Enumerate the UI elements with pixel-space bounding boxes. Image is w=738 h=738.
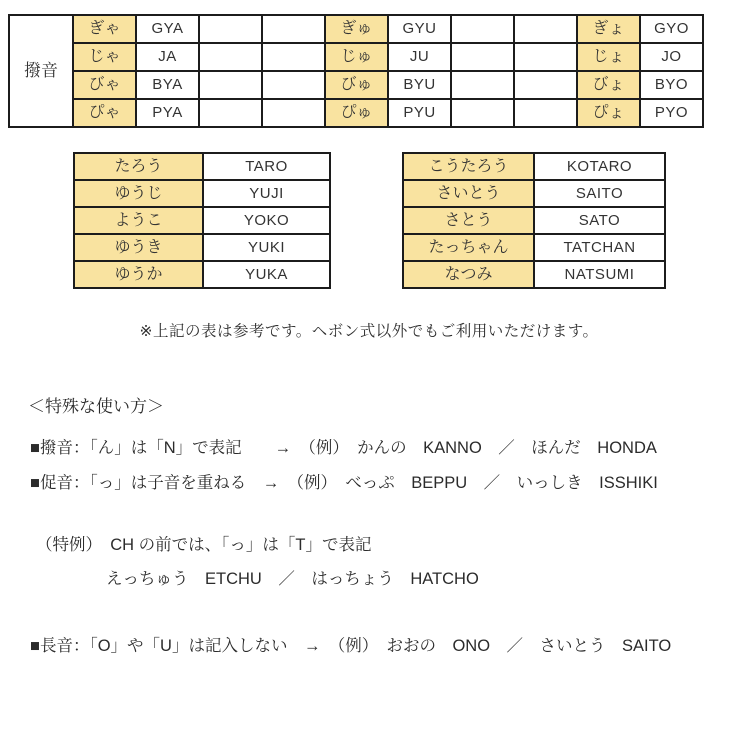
table-row	[74, 207, 330, 234]
empty-cell	[451, 71, 514, 99]
empty-cell	[199, 99, 262, 127]
kana-cell: ぴょ	[577, 99, 640, 127]
kana-cell: びゃ	[73, 71, 136, 99]
romaji-cell: TATCHAN	[534, 234, 665, 261]
empty-cell	[514, 43, 577, 71]
table-row	[9, 43, 703, 71]
romaji-cell: PYA	[136, 99, 199, 127]
kana-cell: じょ	[577, 43, 640, 71]
kana-cell: ぴゃ	[73, 99, 136, 127]
table-row	[74, 234, 330, 261]
romaji-cell: YOKO	[203, 207, 330, 234]
kana-cell: さいとう	[403, 180, 534, 207]
romaji-cell: SAITO	[534, 180, 665, 207]
romaji-cell: BYA	[136, 71, 199, 99]
romaji-cell: GYA	[136, 15, 199, 43]
romaji-cell: YUKI	[203, 234, 330, 261]
romaji-cell: SATO	[534, 207, 665, 234]
table-row	[9, 71, 703, 99]
rule-special-example: えっちゅう ETCHU ／ はっちょう HATCHO	[106, 570, 479, 588]
empty-cell	[514, 71, 577, 99]
romaji-cell: NATSUMI	[534, 261, 665, 288]
empty-cell	[199, 43, 262, 71]
table-row	[9, 99, 703, 127]
kana-cell: ゆうじ	[74, 180, 203, 207]
row-group-label: 撥音	[9, 15, 73, 127]
romaji-cell: BYU	[388, 71, 451, 99]
empty-cell	[514, 99, 577, 127]
rule-sokuon: ■促音：「っ」は子音を重ねる → （例） べっぷ BEPPU ／ いっしき ISSHIKI	[30, 474, 658, 492]
kana-cell: じゅ	[325, 43, 388, 71]
empty-cell	[199, 15, 262, 43]
table-row	[74, 180, 330, 207]
rule-special-case: （特例） CH の前では、「っ」は「T」で表記	[36, 536, 372, 554]
rule-choon: ■長音：「O」や「U」は記入しない → （例） おおの ONO ／ さいとう SAITO	[30, 637, 672, 655]
romaji-cell: KOTARO	[534, 153, 665, 180]
kana-cell: ゆうき	[74, 234, 203, 261]
table-row	[403, 207, 665, 234]
empty-cell	[262, 99, 325, 127]
romaji-cell: BYO	[640, 71, 703, 99]
romaji-cell: GYO	[640, 15, 703, 43]
romaji-cell: JA	[136, 43, 199, 71]
romaji-cell: JO	[640, 43, 703, 71]
kana-cell: びゅ	[325, 71, 388, 99]
table-row	[403, 234, 665, 261]
table-row	[403, 180, 665, 207]
kana-cell: さとう	[403, 207, 534, 234]
table-row	[74, 261, 330, 288]
romaji-cell: PYO	[640, 99, 703, 127]
name-examples-table-left	[73, 152, 331, 289]
kana-cell: たろう	[74, 153, 203, 180]
kana-cell: ようこ	[74, 207, 203, 234]
table-row	[403, 153, 665, 180]
kana-cell: たっちゃん	[403, 234, 534, 261]
romaji-cell: JU	[388, 43, 451, 71]
kana-cell: ぴゅ	[325, 99, 388, 127]
romaji-cell: YUJI	[203, 180, 330, 207]
contracted-sound-table	[8, 14, 704, 128]
romaji-cell: GYU	[388, 15, 451, 43]
empty-cell	[451, 15, 514, 43]
rule-hatsuon: ■撥音：「ん」は「N」で表記 → （例） かんの KANNO ／ ほんだ HONDA	[30, 439, 657, 457]
kana-cell: ぎゅ	[325, 15, 388, 43]
kana-cell: ぎゃ	[73, 15, 136, 43]
romaji-cell: YUKA	[203, 261, 330, 288]
kana-cell: なつみ	[403, 261, 534, 288]
empty-cell	[199, 71, 262, 99]
empty-cell	[451, 43, 514, 71]
empty-cell	[262, 43, 325, 71]
kana-cell: びょ	[577, 71, 640, 99]
empty-cell	[514, 15, 577, 43]
table-row	[74, 153, 330, 180]
empty-cell	[262, 15, 325, 43]
empty-cell	[262, 71, 325, 99]
name-examples-table-right	[402, 152, 666, 289]
section-heading: ＜特殊な使い方＞	[28, 397, 164, 416]
table-row	[403, 261, 665, 288]
romaji-cell: PYU	[388, 99, 451, 127]
reference-note: ※上記の表は参考です。ヘボン式以外でもご利用いただけます。	[139, 323, 599, 340]
kana-cell: こうたろう	[403, 153, 534, 180]
empty-cell	[451, 99, 514, 127]
table-row	[9, 15, 703, 43]
kana-cell: ぎょ	[577, 15, 640, 43]
romaji-cell: TARO	[203, 153, 330, 180]
kana-cell: じゃ	[73, 43, 136, 71]
kana-cell: ゆうか	[74, 261, 203, 288]
